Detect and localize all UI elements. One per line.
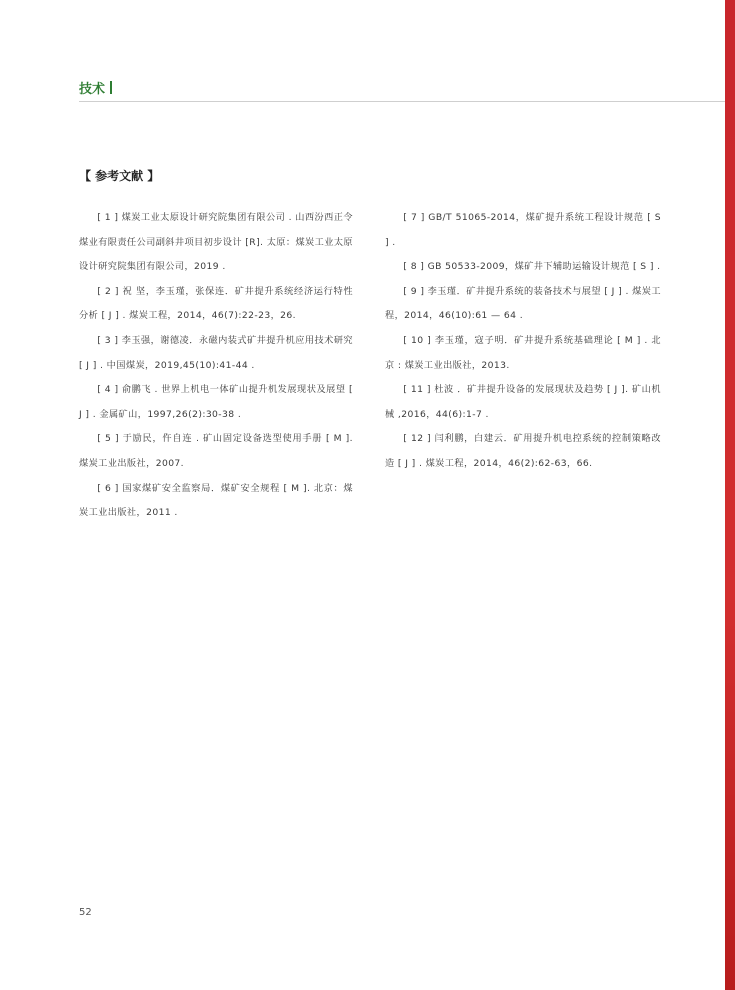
reference-item-9: [ 9 ] 李玉瑾．矿井提升系统的装备技术与展望 [ J ] . 煤炭工程，2014，46(10):61 — 64 . bbox=[385, 285, 661, 322]
header-bar-mark bbox=[110, 81, 112, 94]
reference-item-1: [ 1 ] 煤炭工业太原设计研究院集团有限公司 . 山西汾西正令煤业有限责任公司副斜井项目初步设计 [R]. 太原：煤炭工业太原设计研究院集团有限公司，2019 . bbox=[79, 212, 353, 273]
reference-item-6: [ 6 ] 国家煤矿安全监察局．煤矿安全规程 [ M ]. 北京：煤炭工业出版社，2011 . bbox=[79, 482, 353, 519]
reference-item-2: [ 2 ] 祝 坚，李玉瑾，张保连．矿井提升系统经济运行特性分析 [ J ] . 煤炭工程，2014，46(7):22-23，26. bbox=[79, 285, 353, 322]
reference-item-3: [ 3 ] 李玉强，谢德凌．永磁内装式矿井提升机应用技术研究 [ J ] . 中国煤炭，2019,45(10):41-44 . bbox=[79, 334, 353, 371]
section-header bbox=[79, 78, 112, 97]
references-title: 【 参考文献 】 bbox=[79, 169, 160, 183]
reference-item-11: [ 11 ] 杜波 ．矿井提升设备的发展现状及趋势 [ J ]. 矿山机械 ,2016，44(6):1-7 . bbox=[385, 384, 661, 420]
page-number: 52 bbox=[79, 907, 92, 918]
header-divider bbox=[79, 101, 725, 102]
reference-item-5: [ 5 ] 于励民，仵自连 . 矿山固定设备选型使用手册 [ M ]. 煤炭工业出版社，2007. bbox=[79, 433, 353, 469]
references-left-column bbox=[79, 206, 353, 526]
side-color-bar bbox=[725, 0, 735, 990]
reference-item-12: [ 12 ] 闫利鹏，白建云．矿用提升机电控系统的控制策略改造 [ J ] . 煤炭工程，2014，46(2):62-63，66. bbox=[385, 433, 661, 469]
reference-item-4: [ 4 ] 俞鹏飞 . 世界上机电一体矿山提升机发展现状及展望 [ J ] . 金属矿山，1997,26(2):30-38 . bbox=[79, 384, 353, 420]
reference-item-8: [ 8 ] GB 50533-2009，煤矿井下辅助运输设计规范 [ S ] . bbox=[403, 261, 661, 273]
references-right-column bbox=[385, 206, 661, 477]
reference-item-7: [ 7 ] GB/T 51065-2014，煤矿提升系统工程设计规范 [ S ] . bbox=[385, 212, 661, 248]
reference-item-10: [ 10 ] 李玉瑾，寇子明．矿井提升系统基础理论 [ M ] . 北京 : 煤炭工业出版社，2013. bbox=[385, 334, 661, 371]
section-title: 技术 bbox=[79, 82, 106, 97]
